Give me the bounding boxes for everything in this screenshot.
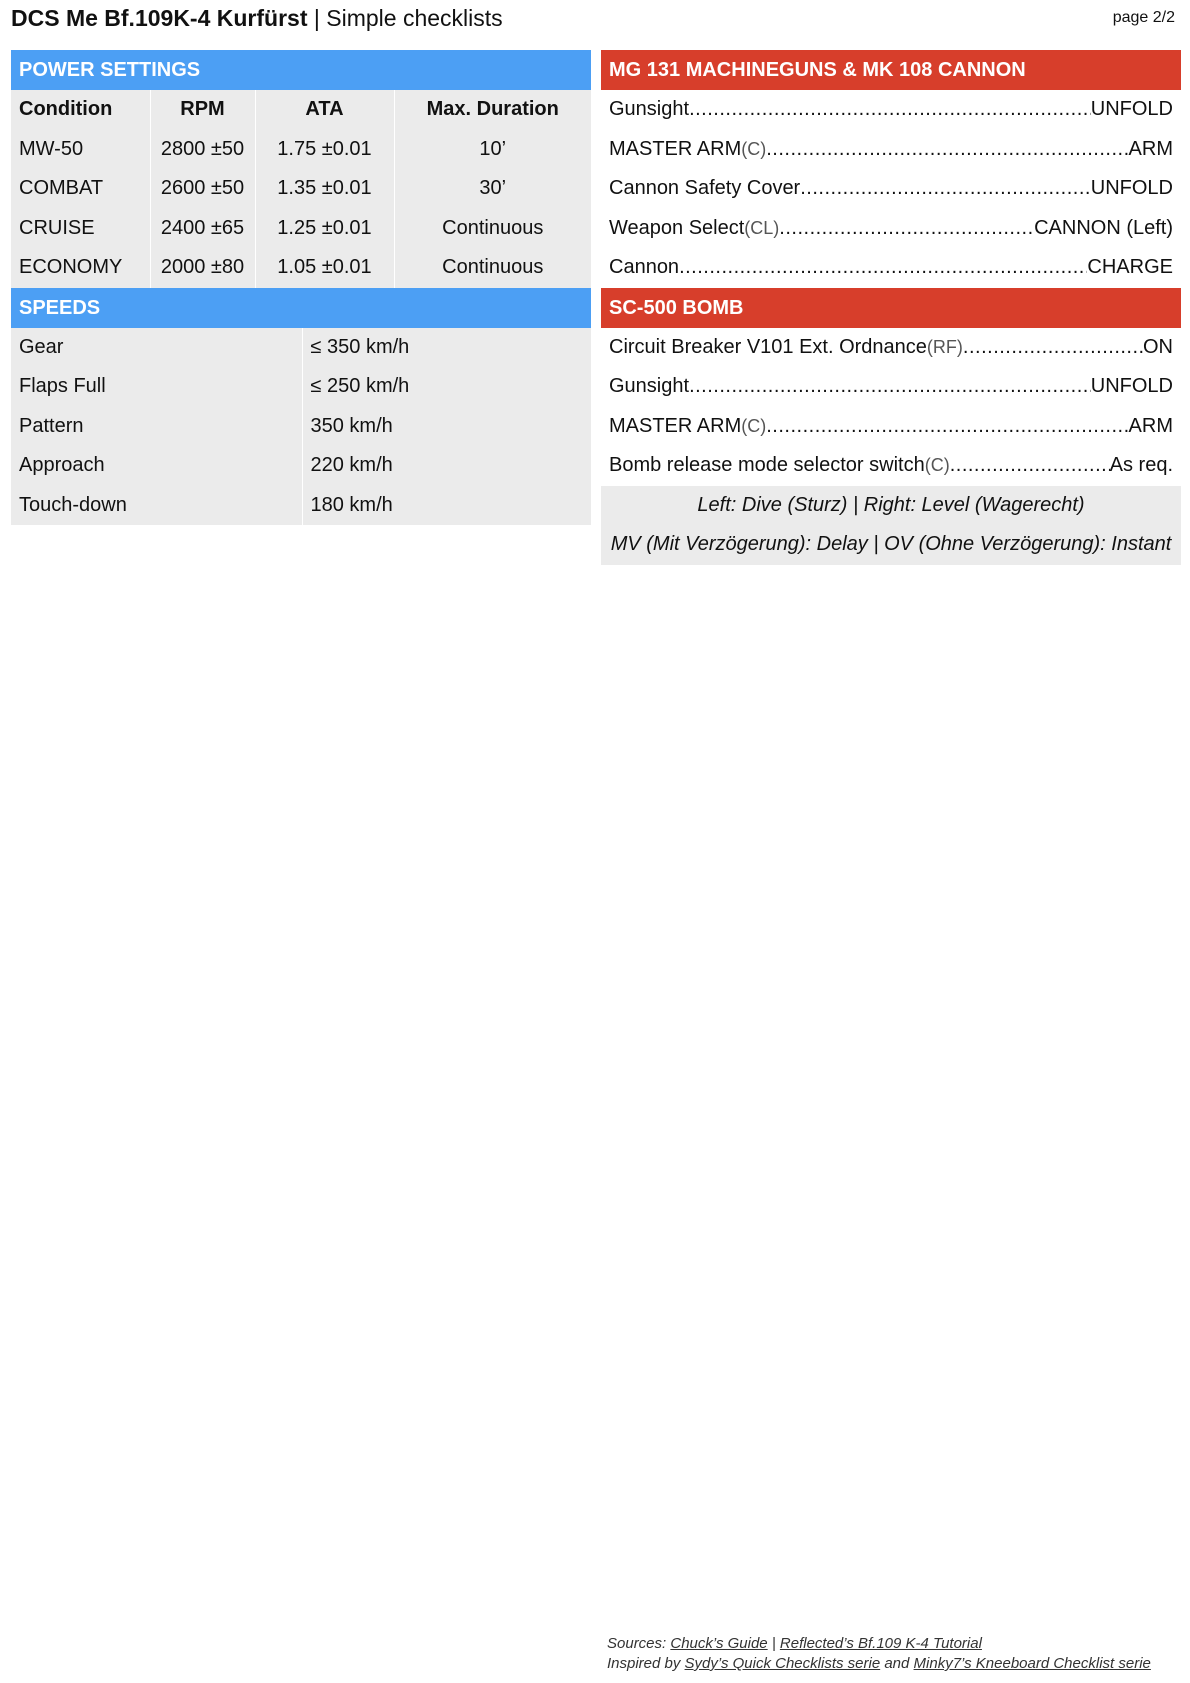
table-row xyxy=(11,248,591,288)
item-value: ARM xyxy=(1128,137,1173,160)
right-column xyxy=(601,50,1181,565)
checklist-item xyxy=(601,209,1181,249)
item-hint: (C) xyxy=(741,415,767,436)
speed-label: Pattern xyxy=(11,407,302,447)
column-header: Condition xyxy=(11,90,150,130)
table-cell: 2600 ±50 xyxy=(150,169,255,209)
document-title: DCS Me Bf.109K-4 Kurfürst xyxy=(11,5,308,31)
sources-prefix: Sources: xyxy=(607,1635,671,1652)
bomb-note: MV (Mit Verzögerung): Delay | OV (Ohne Verzögerung): Instant xyxy=(601,525,1181,565)
table-row xyxy=(11,446,591,486)
table-cell: 1.25 ±0.01 xyxy=(255,209,394,249)
item-value: ARM xyxy=(1128,414,1173,437)
leader-dots xyxy=(779,217,1034,240)
column-header: RPM xyxy=(150,90,255,130)
leader-dots xyxy=(689,98,1091,121)
item-value: As req. xyxy=(1109,454,1173,477)
bomb-checklist xyxy=(601,328,1181,565)
checklist-item xyxy=(601,328,1181,368)
item-hint: (C) xyxy=(741,138,767,159)
item-label: MASTER ARM xyxy=(609,137,742,160)
table-row xyxy=(11,407,591,447)
table-cell: 2800 ±50 xyxy=(150,130,255,170)
table-cell: ECONOMY xyxy=(11,248,150,288)
checklist-item xyxy=(601,90,1181,130)
leader-dots xyxy=(679,256,1087,279)
speed-label: Gear xyxy=(11,328,302,368)
column-header: Max. Duration xyxy=(394,90,591,130)
item-label: Cannon xyxy=(609,256,680,279)
speed-value: ≤ 350 km/h xyxy=(302,328,591,368)
table-row xyxy=(11,130,591,170)
table-cell: COMBAT xyxy=(11,169,150,209)
table-cell: 10’ xyxy=(394,130,591,170)
inspired-prefix: Inspired by xyxy=(607,1655,685,1672)
leader-dots xyxy=(766,415,1128,438)
table-row xyxy=(11,328,591,368)
leader-dots xyxy=(689,375,1091,398)
item-label: Circuit Breaker V101 Ext. Ordnance xyxy=(609,335,927,358)
sources-footer xyxy=(607,1634,1151,1674)
sources-separator: | xyxy=(767,1635,780,1652)
inspired-link-minky7[interactable]: Minky7’s Kneeboard Checklist serie xyxy=(913,1655,1151,1672)
guns-heading: MG 131 MACHINEGUNS & MK 108 CANNON xyxy=(601,50,1181,90)
speed-label: Touch-down xyxy=(11,486,302,526)
item-label: Gunsight xyxy=(609,375,690,398)
leader-dots xyxy=(963,336,1143,359)
column-header: ATA xyxy=(255,90,394,130)
table-cell: 2000 ±80 xyxy=(150,248,255,288)
inspired-link-sydy[interactable]: Sydy’s Quick Checklists serie xyxy=(684,1655,881,1672)
item-value: CHARGE xyxy=(1087,256,1173,279)
item-label: MASTER ARM xyxy=(609,414,742,437)
speed-label: Flaps Full xyxy=(11,367,302,407)
table-cell: 1.75 ±0.01 xyxy=(255,130,394,170)
table-cell: Continuous xyxy=(394,209,591,249)
item-hint: (C) xyxy=(924,455,950,476)
inspired-line xyxy=(607,1654,1151,1674)
checklist-item xyxy=(601,367,1181,407)
item-value: ON xyxy=(1143,335,1173,358)
table-cell: 1.35 ±0.01 xyxy=(255,169,394,209)
item-label: Weapon Select xyxy=(609,216,745,239)
title-separator: | xyxy=(307,5,327,31)
table-cell: 1.05 ±0.01 xyxy=(255,248,394,288)
item-label: Cannon Safety Cover xyxy=(609,177,801,200)
document-subtitle: Simple checklists xyxy=(326,5,503,31)
leader-dots xyxy=(800,177,1091,200)
speed-value: 220 km/h xyxy=(302,446,591,486)
table-cell: CRUISE xyxy=(11,209,150,249)
bomb-note: Left: Dive (Sturz) | Right: Level (Wagerecht) xyxy=(601,486,1181,526)
power-settings-table xyxy=(11,90,591,288)
checklist-item xyxy=(601,130,1181,170)
item-value: UNFOLD xyxy=(1090,177,1173,200)
item-hint: (RF) xyxy=(926,336,963,357)
table-row xyxy=(11,169,591,209)
guns-checklist xyxy=(601,90,1181,288)
table-row xyxy=(11,209,591,249)
leader-dots xyxy=(766,138,1128,161)
table-cell: 30’ xyxy=(394,169,591,209)
checklist-item xyxy=(601,248,1181,288)
table-header-row xyxy=(11,90,591,130)
item-label: Gunsight xyxy=(609,98,690,121)
document-header xyxy=(11,4,503,32)
left-column xyxy=(11,50,591,525)
speed-value: 180 km/h xyxy=(302,486,591,526)
table-row xyxy=(11,367,591,407)
table-cell: MW-50 xyxy=(11,130,150,170)
checklist-item xyxy=(601,446,1181,486)
table-row xyxy=(11,486,591,526)
speed-value: ≤ 250 km/h xyxy=(302,367,591,407)
checklist-item xyxy=(601,169,1181,209)
inspired-and: and xyxy=(880,1655,914,1672)
checklist-item xyxy=(601,407,1181,447)
bomb-heading: SC-500 BOMB xyxy=(601,288,1181,328)
item-value: CANNON (Left) xyxy=(1034,216,1173,239)
speeds-heading: SPEEDS xyxy=(11,288,591,328)
table-cell: 2400 ±65 xyxy=(150,209,255,249)
page-number: page 2/2 xyxy=(1112,9,1175,26)
sources-line xyxy=(607,1634,1151,1654)
speeds-table xyxy=(11,328,591,526)
item-hint: (CL) xyxy=(744,217,780,238)
item-value: UNFOLD xyxy=(1090,375,1173,398)
power-settings-heading: POWER SETTINGS xyxy=(11,50,591,90)
leader-dots xyxy=(950,454,1110,477)
item-label: Bomb release mode selector switch xyxy=(609,454,925,477)
source-link-chucks-guide[interactable]: Chuck’s Guide xyxy=(670,1635,768,1652)
speed-value: 350 km/h xyxy=(302,407,591,447)
item-value: UNFOLD xyxy=(1090,98,1173,121)
table-cell: Continuous xyxy=(394,248,591,288)
source-link-reflected-tutorial[interactable]: Reflected’s Bf.109 K-4 Tutorial xyxy=(779,1635,982,1652)
speed-label: Approach xyxy=(11,446,302,486)
